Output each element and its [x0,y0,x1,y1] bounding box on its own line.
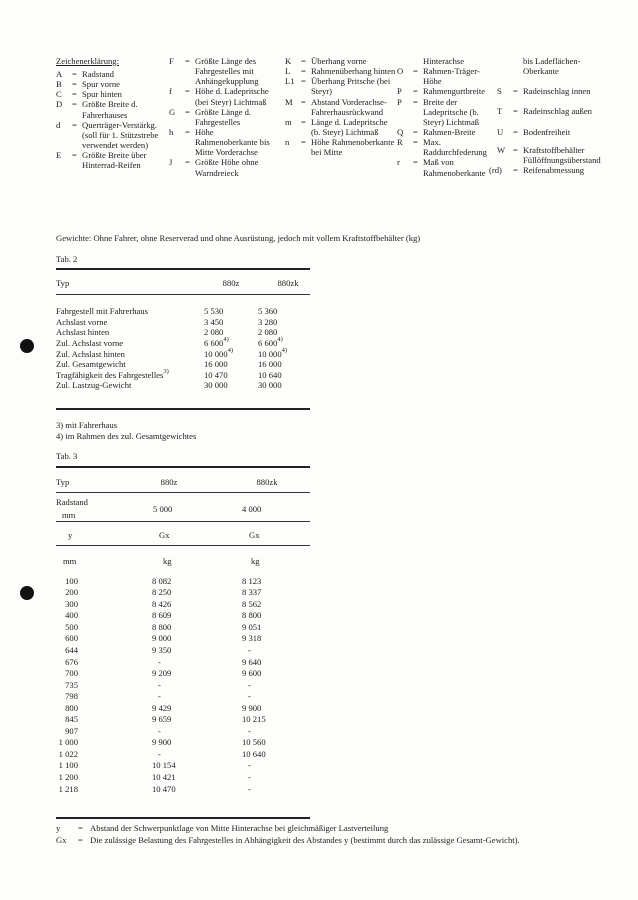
legend-entry: m = Länge d. Ladepritsche (b. Steyr) Lichtmaß [285,116,388,137]
punch-hole [20,586,34,600]
legend-column-5 [489,56,609,175]
legend-entry: C = Spur hinten [56,89,122,100]
table-row: 800 9 429 9 900 [65,702,262,713]
legend-entry: r = Maß von Rahmenoberkante [397,157,486,178]
punch-hole [20,339,34,353]
legend-entry: K = Überhang vorne [285,56,367,66]
tab3-bottom-rule [56,817,310,819]
legend-entry: S = Radeinschlag innen [497,86,591,97]
table-row: 1 200 10 421 - [58,772,251,782]
tab3-header-880z: 880z [160,477,178,488]
legend-entry: Q = Rahmen-Breite [397,126,476,137]
col-gx-880z-label: Gx [159,530,170,540]
tab3-header-880zk: 880zk [256,477,278,488]
radstand-rule [56,521,310,522]
table-row: Achslast hinten 2 080 2 080 [56,327,278,338]
radstand-label: Radstand [56,497,88,507]
tab3-body [56,575,266,794]
tab2-bottom-rule [56,408,310,410]
legend-entry: T = Radeinschlag außen [497,106,592,117]
legend-entry: d = Querträger-Verstärkg. (soll für 1. Stützstrebe verwendet werden) [56,119,159,150]
legend-entry: Hinterachse [423,56,465,66]
sub-header-rule [56,545,310,546]
legend-entry: U = Bodenfreiheit [497,126,571,137]
legend-entry: O = Rahmen-Träger-Höhe [397,66,480,87]
tab2-body [56,306,318,391]
radstand-unit: mm [62,510,76,520]
legend-entry: P = Rahmengurtbreite [397,86,486,97]
table-row: Zul. Achslast vorne 6 600$^{4)}$ 6 600$^{4)}$ [56,336,283,348]
table-row: 100 8 082 8 123 [65,575,262,586]
table-row: Achslast vorne 3 450 3 280 [56,316,278,327]
table-row: Zul. Achslast hinten 10 000$^{4)}$ 10 000$^{4)}$ [56,346,288,359]
tab2-header-rule [56,294,310,295]
tab3-header-typ: Typ [56,477,70,488]
legend-column-2 [169,56,275,178]
table-row: 500 8 800 9 051 [65,621,262,632]
legend-column-1 [56,69,162,170]
table-row: 1 100 10 154 - [58,760,251,771]
col-gx-880zk-label: Gx [249,530,260,540]
table-row: Fahrgestell mit Fahrerhaus 5 530 5 360 [56,306,278,317]
table-row: 1 022 - 10 640 [58,748,266,759]
def-y: y = Abstand der Schwerpunktlage von Mitte Hinterachse bei gleichmäßiger Lastverteilung [56,823,389,833]
legend-title: Zeichenerklärung: [56,56,119,66]
legend-entry: F = Größte Länge des Fahrgestelles mit Anhängekupplung [169,56,259,87]
legend-entry: f = Höhe d. Ladepritsche (bei Steyr) Lichtmaß [169,86,269,107]
table-row: 798 - - [65,691,251,702]
legend-entry: n = Höhe Rahmenoberkante bei Mitte [285,137,395,158]
footnote-4: 4) im Rahmen des zul. Gesamtgewichtes [56,431,197,441]
legend-entry: L = Rahmenüberhang hinten [285,66,396,77]
legend-entry: D = Größte Breite d. Fahrerhauses [56,99,138,120]
tab3-header [56,477,342,488]
table-row: 400 8 609 8 800 [65,610,262,621]
legend-column-3 [285,56,397,157]
table-row: 200 8 250 8 337 [65,587,262,598]
def-gx: Gx = Die zulässige Belastung des Fahrgestelles in Abhängigkeit des Abstandes y (bestimmt durch das zulässige Gesamt-Gewicht). [56,835,520,845]
unit-mm: mm [63,556,77,566]
table-row: Zul. Lastzug-Gewicht 30 000 30 000 [56,380,282,391]
table-row: 676 - 9 640 [65,656,262,667]
table-row: 735 - - [65,679,251,690]
tab2-header [56,278,318,289]
legend-column-4 [397,56,497,178]
tab2-header-880zk: 880zk [277,278,299,289]
legend-entry: B = Spur vorne [56,79,120,90]
legend-entry: E = Größte Breite über Hinterrad-Reifen [56,150,147,171]
legend-entry: (rd) = Reifenabmessung [489,164,585,175]
table-row: 907 - - [65,725,251,736]
radstand-880z: 5 000 [153,504,173,514]
legend-entry: M = Abstand Vorderachse-Fahrerhausrückwand [285,96,387,117]
table-row: 700 9 209 9 600 [65,668,262,679]
tab2-header-typ: Typ [56,278,70,289]
tab2-header-880z: 880z [222,278,240,289]
legend-entry: R = Max. Raddurchfederung [397,137,487,158]
tab3-header-rule [56,492,310,493]
legend-entry: P = Breite der Ladepritsche (b. Steyr) Lichtmaß [397,96,480,127]
table-row: 1 218 10 470 - [58,783,251,794]
footnote-3: 3) mit Fahrerhaus [56,420,118,430]
col-y-label: y [68,530,73,540]
legend-entry: A = Radstand [56,69,114,79]
legend-entry: J = Größte Höhe ohne Warndreieck [169,157,259,178]
legend-entry: L1 = Überhang Pritsche (bei Steyr) [285,76,391,97]
tab2-label: Tab. 2 [56,254,78,264]
legend-entry: G = Größte Länge d. Fahrgestelles [169,106,252,127]
unit-kg-880z: kg [163,556,172,566]
table-row: 600 9 000 9 318 [65,633,262,644]
table-row: 845 9 659 10 215 [65,714,266,725]
unit-kg-880zk: kg [251,556,260,566]
weights-note: Gewichte: Ohne Fahrer, ohne Reserverad und ohne Ausrüstung, jedoch mit vollem Kraftstoffbehälter (kg) [56,233,421,243]
legend-entry: h = Höhe Rahmenoberkante bis Mitte Vorderachse [169,126,270,158]
tab2-top-rule [56,268,310,270]
table-row: 1 000 9 900 10 560 [58,737,266,748]
tab3-top-rule [56,466,310,468]
table-row: Tragfähigkeit des Fahrgestelles$^{3)}$ 10 470 10 640 [56,367,282,380]
tab3-label: Tab. 3 [56,451,78,461]
table-row: 300 8 426 8 562 [65,598,262,609]
legend-entry: W = Kraftstoffbehälter Füllöffnungsüberstand [497,144,601,165]
radstand-880zk: 4 000 [242,504,262,514]
table-row: Zul. Gesamtgewicht 16 000 16 000 [56,359,282,370]
table-row: 644 9 350 - [65,644,251,655]
legend-entry: bis Ladeflächen-Oberkante [523,56,581,77]
